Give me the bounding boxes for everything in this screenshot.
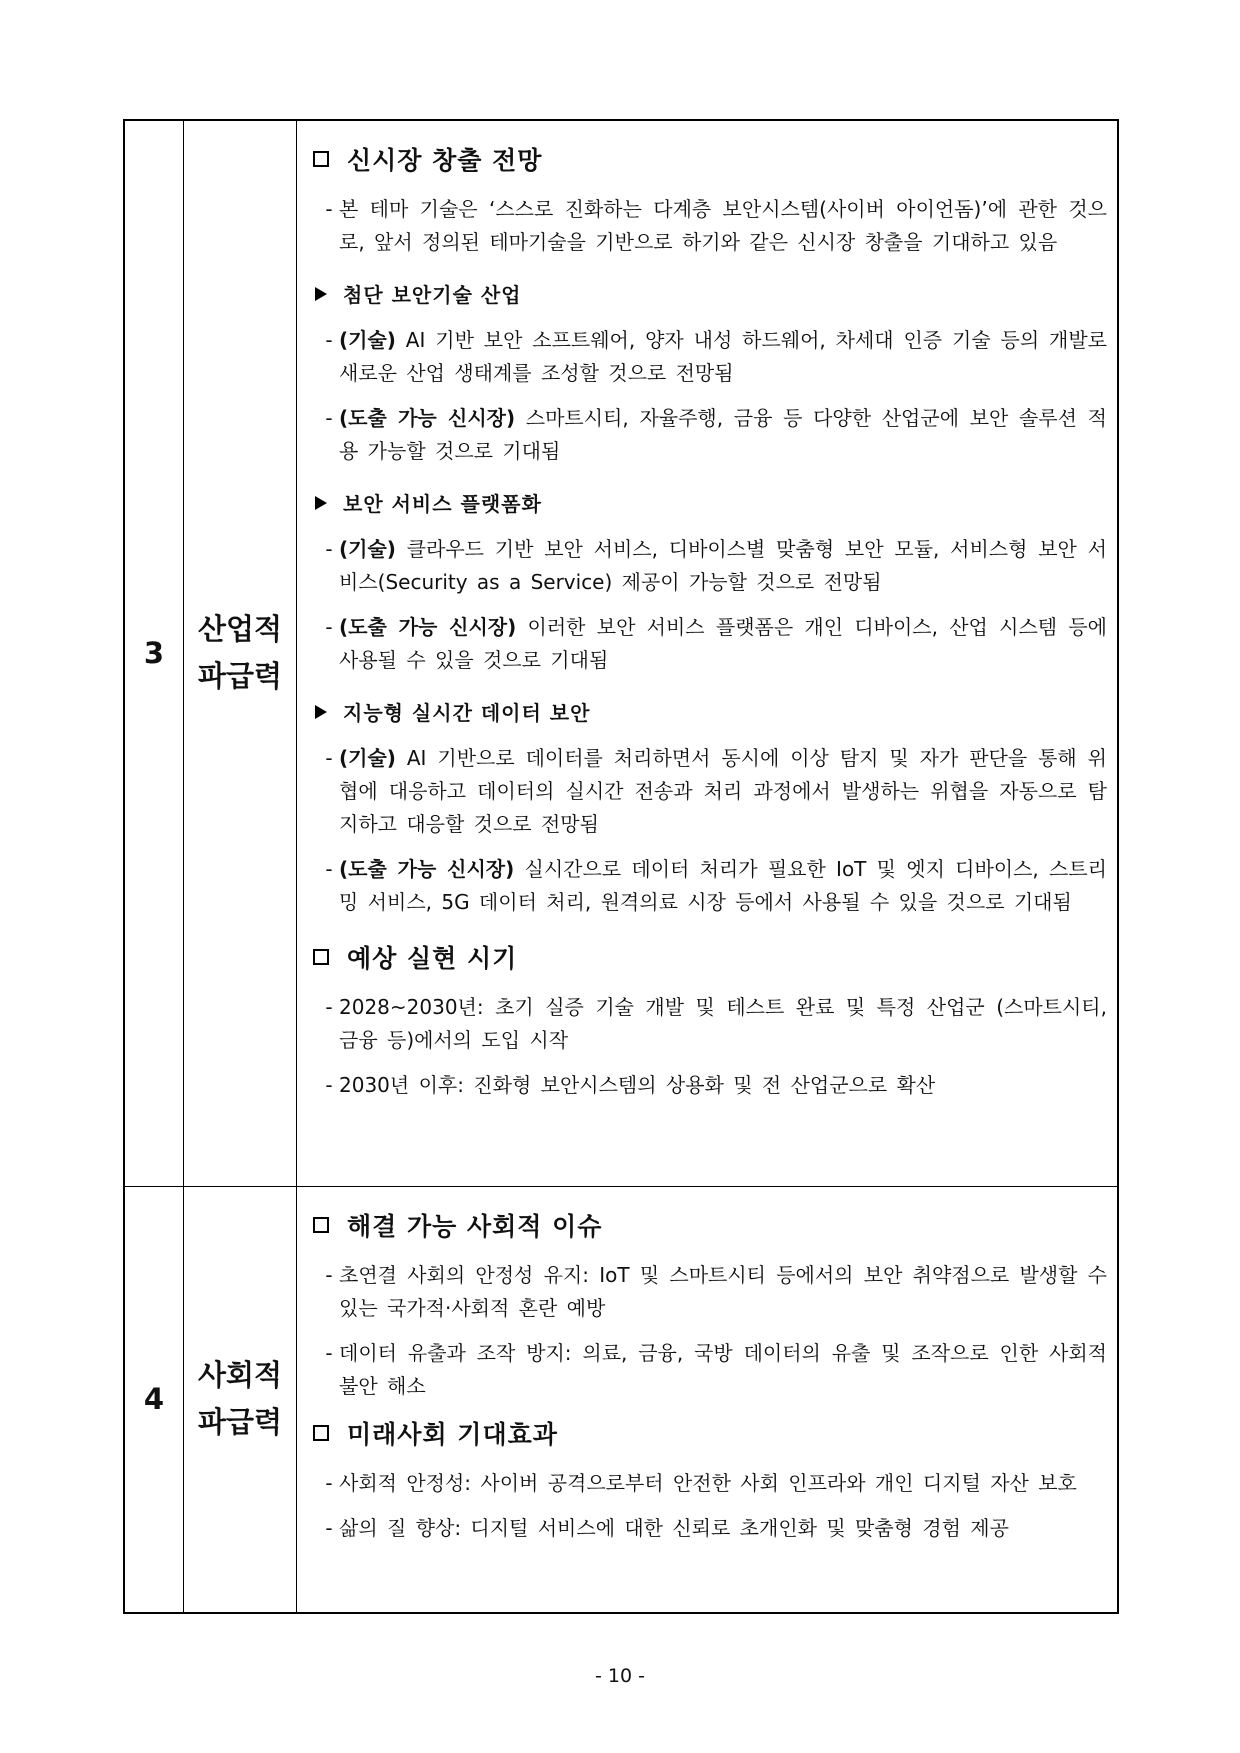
section-heading [309, 141, 1107, 177]
page-number: - 10 - [595, 1665, 645, 1687]
dash-bullet: - [325, 615, 333, 639]
checkbox-square-icon [313, 949, 329, 965]
row-number: 4 [143, 1382, 165, 1417]
item-body: AI 기반으로 데이터를 처리하면서 동시에 이상 탐지 및 자가 판단을 통해 위협에 대응하고 데이터의 실시간 전송과 처리 과정에서 발생하는 위협을 자동으로 탐지하고 대응할 것으로 전망됨 [339, 746, 1107, 836]
row-label-line1: 산업적 [197, 612, 283, 647]
dash-bullet: - [325, 1073, 333, 1097]
item-label: (도출 가능 신시장) [339, 406, 516, 430]
list-item [309, 1337, 1107, 1403]
dash-bullet: - [325, 1515, 333, 1540]
dash-bullet: - [325, 1470, 333, 1495]
item-label: (기술) [339, 537, 396, 561]
item-text [339, 402, 1107, 468]
dash-bullet: - [325, 406, 333, 430]
item-text [339, 853, 1107, 919]
item-text: 초연결 사회의 안정성 유지: IoT 및 스마트시티 등에서의 보안 취약점으로 발생할 수 있는 국가적·사회적 혼란 예방 [339, 1262, 1107, 1320]
list-item [309, 1512, 1107, 1545]
dash-bullet: - [325, 1262, 333, 1287]
subsection-heading-text: 보안 서비스 플랫폼화 [343, 492, 542, 516]
dash-bullet: - [325, 197, 333, 221]
item-text: 데이터 유출과 조작 방지: 의료, 금융, 국방 데이터의 유출 및 조작으로 인한 사회적 불안 해소 [339, 1340, 1107, 1398]
item-label: (기술) [339, 746, 396, 770]
row-number: 3 [143, 636, 165, 671]
list-item [309, 611, 1107, 677]
content-table [123, 119, 1119, 1614]
item-text [339, 742, 1107, 841]
item-label: (도출 가능 신시장) [339, 857, 515, 881]
row-content-cell [297, 1186, 1119, 1613]
section-heading-text: 미래사회 기대효과 [347, 1419, 558, 1449]
item-text [339, 324, 1107, 390]
section-heading [309, 939, 1107, 975]
item-text: 2028~2030년: 초기 실증 기술 개발 및 테스트 완료 및 특정 산업군 (스마트시티, 금융 등)에서의 도입 시작 [339, 995, 1107, 1052]
section-heading-text: 해결 가능 사회적 이슈 [347, 1211, 603, 1241]
triangle-bullet-icon [315, 705, 327, 719]
item-body: 스마트시티, 자율주행, 금융 등 다양한 산업군에 보안 솔루션 적용 가능할 것으로 기대됨 [339, 406, 1107, 463]
section-heading [309, 1207, 1107, 1243]
dash-bullet: - [325, 857, 333, 881]
item-text [339, 611, 1107, 677]
item-text: 2030년 이후: 진화형 보안시스템의 상용화 및 전 산업군으로 확산 [339, 1073, 936, 1097]
list-item [309, 533, 1107, 599]
table-row [124, 120, 1118, 1186]
subsection-heading [309, 488, 1107, 517]
list-item [309, 742, 1107, 841]
subsection-heading-text: 첨단 보안기술 산업 [343, 283, 522, 307]
list-item [309, 1069, 1107, 1102]
item-label: (도출 가능 신시장) [339, 615, 517, 639]
row-label-line2: 파급력 [197, 1405, 283, 1440]
section-heading-text: 예상 실현 시기 [347, 944, 518, 973]
row-number-cell [124, 120, 184, 1186]
list-item [309, 324, 1107, 390]
triangle-bullet-icon [315, 287, 327, 301]
item-text: 삶의 질 향상: 디지털 서비스에 대한 신뢰로 초개인화 및 맞춤형 경험 제공 [339, 1515, 1009, 1540]
list-item [309, 1259, 1107, 1325]
subsection-heading-text: 지능형 실시간 데이터 보안 [343, 701, 591, 725]
table-row [124, 1186, 1118, 1613]
list-item [309, 1467, 1107, 1500]
dash-bullet: - [325, 537, 333, 561]
section-heading-text: 신시장 창출 전망 [347, 146, 543, 175]
list-item [309, 193, 1107, 259]
row-label-line2: 파급력 [197, 659, 283, 694]
item-text: 사회적 안정성: 사이버 공격으로부터 안전한 사회 인프라와 개인 디지털 자산 보호 [339, 1470, 1077, 1495]
row-content-cell [297, 120, 1119, 1186]
checkbox-square-icon [313, 1217, 329, 1233]
item-body: 실시간으로 데이터 처리가 필요한 IoT 및 엣지 디바이스, 스트리밍 서비스, 5G 데이터 처리, 원격의료 시장 등에서 사용될 수 있을 것으로 기대됨 [339, 857, 1108, 914]
dash-bullet: - [325, 1340, 333, 1365]
item-body: 클라우드 기반 보안 서비스, 디바이스별 맞춤형 보안 모듈, 서비스형 보안 서비스(Security as a Service) 제공이 가능할 것으로 전망됨 [339, 537, 1107, 594]
row-number-cell [124, 1186, 184, 1613]
item-text [339, 533, 1107, 599]
item-text: 본 테마 기술은 ‘스스로 진화하는 다계층 보안시스템(사이버 아이언돔)’에 관한 것으로, 앞서 정의된 테마기술을 기반으로 하기와 같은 신시장 창출을 기대하고 있음 [339, 197, 1107, 254]
row-label-line1: 사회적 [197, 1358, 283, 1393]
item-body: AI 기반 보안 소프트웨어, 양자 내성 하드웨어, 차세대 인증 기술 등의 개발로 새로운 산업 생태계를 조성할 것으로 전망됨 [339, 328, 1107, 385]
subsection-heading [309, 697, 1107, 726]
dash-bullet: - [325, 995, 333, 1019]
item-body: 이러한 보안 서비스 플랫폼은 개인 디바이스, 산업 시스템 등에 사용될 수 있을 것으로 기대됨 [339, 615, 1107, 672]
list-item [309, 402, 1107, 468]
checkbox-square-icon [313, 151, 329, 167]
checkbox-square-icon [313, 1425, 329, 1441]
list-item [309, 991, 1107, 1057]
dash-bullet: - [325, 328, 333, 352]
dash-bullet: - [325, 746, 333, 770]
row-label-cell [184, 120, 297, 1186]
triangle-bullet-icon [315, 496, 327, 510]
row-label-cell [184, 1186, 297, 1613]
subsection-heading [309, 279, 1107, 308]
section-heading [309, 1415, 1107, 1451]
list-item [309, 853, 1107, 919]
item-label: (기술) [339, 328, 396, 352]
